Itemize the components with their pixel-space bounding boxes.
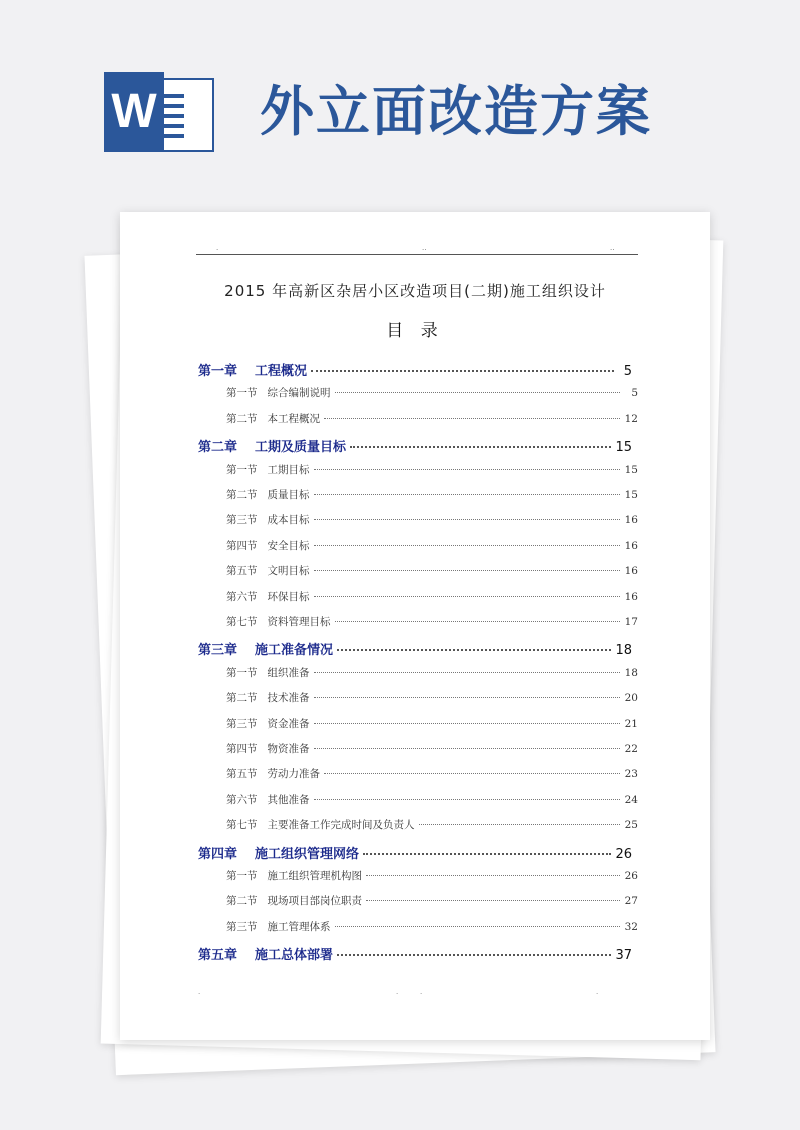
toc-leader-dots [366, 875, 620, 876]
toc-section-entry[interactable] [226, 690, 638, 705]
toc-section-entry[interactable] [226, 538, 638, 553]
toc-page-number: 18 [615, 643, 632, 659]
toc-section-entry[interactable] [226, 741, 638, 756]
toc-leader-dots [314, 748, 621, 749]
toc-entry-title: 综合编制说明 [267, 387, 331, 400]
toc-page-number: 15 [624, 489, 638, 501]
toc-entry-title: 工期目标 [267, 463, 310, 476]
main-title: 外立面改造方案 [260, 80, 652, 143]
toc-entry-prefix: 第七节 [226, 819, 258, 832]
toc-page-number: 32 [624, 920, 638, 933]
toc-leader-dots [314, 570, 621, 571]
toc-leader-dots [314, 799, 621, 800]
toc-entry-prefix: 第四节 [226, 743, 258, 755]
toc-section-entry[interactable] [226, 563, 638, 578]
toc-entry-title: 其他准备 [267, 793, 310, 806]
rule-mark: .. [422, 244, 427, 252]
word-letter-badge: W [104, 72, 164, 152]
toc-entry-title: 文明目标 [267, 565, 310, 578]
table-of-contents [120, 212, 710, 1040]
toc-leader-dots [311, 370, 614, 372]
toc-leader-dots [324, 418, 620, 419]
toc-entry-title: 施工总体部署 [255, 948, 334, 964]
toc-entry-title: 本工程概况 [267, 412, 320, 425]
toc-section-entry[interactable] [226, 614, 638, 629]
toc-entry-prefix: 第二章 [198, 440, 238, 456]
toc-section-entry[interactable] [226, 385, 638, 400]
toc-page-number: 26 [624, 870, 638, 882]
toc-page-number: 5 [623, 364, 632, 379]
toc-entry-title: 环保目标 [267, 590, 310, 603]
toc-page-number: 17 [624, 616, 638, 628]
toc-page-number: 20 [624, 692, 638, 705]
toc-section-entry[interactable] [226, 716, 638, 731]
toc-section-entry[interactable] [226, 792, 638, 807]
toc-leader-dots [335, 926, 621, 927]
toc-leader-dots [337, 954, 611, 956]
rule-mark: . [216, 244, 219, 252]
toc-page-number: 24 [624, 793, 638, 806]
toc-entry-prefix: 第三节 [226, 717, 258, 730]
word-icon [104, 72, 216, 152]
toc-leader-dots [335, 392, 621, 393]
toc-entry-title: 物资准备 [267, 743, 310, 755]
toc-leader-dots [314, 672, 621, 673]
toc-leader-dots [314, 519, 621, 520]
toc-section-entry[interactable] [226, 665, 638, 680]
document-title: 2015 年高新区杂居小区改造项目(二期)施工组织设计 [224, 282, 606, 300]
toc-leader-dots [419, 824, 621, 825]
toc-entry-title: 资料管理目标 [267, 616, 331, 628]
toc-page-number: 16 [624, 590, 638, 603]
toc-section-entry[interactable] [226, 411, 638, 426]
toc-entry-title: 主要准备工作完成时间及负责人 [267, 819, 415, 832]
toc-entry-title: 工期及质量目标 [255, 440, 347, 456]
toc-entry-title: 质量目标 [267, 489, 310, 501]
toc-entry-prefix: 第一章 [198, 364, 238, 379]
footer-rule-marks [196, 988, 638, 996]
toc-entry-prefix: 第三章 [198, 643, 238, 659]
toc-entry-prefix: 第五节 [226, 768, 258, 781]
toc-page-number: 26 [615, 846, 632, 862]
toc-leader-dots [314, 494, 621, 495]
rule-mark: . [420, 988, 423, 996]
toc-section-entry[interactable] [226, 589, 638, 604]
toc-entry-title: 施工管理体系 [267, 920, 331, 933]
toc-leader-dots [335, 621, 621, 622]
toc-entry-prefix: 第一节 [226, 870, 258, 882]
toc-leader-dots [314, 596, 621, 597]
toc-section-entry[interactable] [226, 487, 638, 502]
toc-chapter-entry[interactable] [198, 944, 632, 963]
toc-entry-prefix: 第二节 [226, 412, 258, 425]
toc-section-entry[interactable] [226, 766, 638, 781]
toc-chapter-entry[interactable] [198, 436, 632, 455]
toc-entry-prefix: 第一节 [226, 387, 258, 400]
toc-section-entry[interactable] [226, 512, 638, 527]
toc-entry-title: 成本目标 [267, 514, 310, 527]
rule-mark: .. [610, 244, 615, 252]
toc-page-number: 16 [624, 565, 638, 578]
toc-page-number: 27 [624, 895, 638, 908]
toc-entry-title: 施工组织管理机构图 [267, 870, 362, 882]
toc-page-number: 12 [624, 412, 638, 425]
toc-page-number: 16 [624, 514, 638, 527]
toc-section-entry[interactable] [226, 868, 638, 883]
toc-page-number: 15 [615, 440, 632, 456]
toc-page-number: 25 [624, 819, 638, 832]
toc-page-number: 16 [624, 539, 638, 552]
toc-entry-title: 施工准备情况 [255, 643, 334, 659]
toc-page-number: 21 [624, 717, 638, 730]
toc-entry-prefix: 第三节 [226, 920, 258, 933]
toc-section-entry[interactable] [226, 919, 638, 934]
document-page [120, 212, 710, 1040]
toc-entry-prefix: 第三节 [226, 514, 258, 527]
toc-leader-dots [314, 545, 621, 546]
toc-entry-prefix: 第一节 [226, 666, 258, 679]
rule-mark: . [198, 988, 201, 996]
toc-entry-prefix: 第二节 [226, 895, 258, 908]
toc-page-number: 22 [624, 743, 638, 755]
toc-leader-dots [314, 469, 621, 470]
toc-page-number: 5 [631, 387, 638, 400]
toc-entry-prefix: 第一节 [226, 463, 258, 476]
toc-entry-title: 安全目标 [267, 539, 310, 552]
toc-entry-prefix: 第七节 [226, 616, 258, 628]
toc-page-number: 15 [624, 463, 638, 476]
toc-entry-title: 组织准备 [267, 666, 310, 679]
toc-page-number: 23 [624, 768, 638, 781]
rule-mark: . [396, 988, 399, 996]
header-banner [0, 0, 800, 200]
toc-entry-title: 技术准备 [267, 692, 310, 705]
toc-entry-prefix: 第二节 [226, 692, 258, 705]
toc-entry-prefix: 第六节 [226, 590, 258, 603]
toc-section-entry[interactable] [226, 893, 638, 908]
toc-entry-title: 现场项目部岗位职责 [267, 895, 362, 908]
toc-page-number: 37 [615, 948, 632, 964]
toc-leader-dots [363, 853, 611, 855]
toc-leader-dots [314, 723, 621, 724]
toc-leader-dots [337, 649, 611, 651]
toc-chapter-entry[interactable] [198, 360, 632, 379]
toc-entry-title: 资金准备 [267, 717, 310, 730]
toc-entry-prefix: 第五节 [226, 565, 258, 578]
toc-leader-dots [350, 446, 611, 448]
toc-entry-prefix: 第六节 [226, 793, 258, 806]
toc-page-number: 18 [624, 666, 638, 679]
toc-section-entry[interactable] [226, 817, 638, 832]
toc-entry-prefix: 第四章 [198, 846, 238, 862]
toc-chapter-entry[interactable] [198, 843, 632, 862]
toc-section-entry[interactable] [226, 462, 638, 477]
toc-entry-prefix: 第四节 [226, 539, 258, 552]
toc-entry-title: 劳动力准备 [267, 768, 320, 781]
rule-mark: . [596, 988, 599, 996]
toc-heading: 目 录 [386, 321, 444, 341]
toc-leader-dots [314, 697, 621, 698]
toc-entry-title: 施工组织管理网络 [255, 846, 360, 862]
toc-entry-prefix: 第五章 [198, 948, 238, 964]
toc-leader-dots [324, 773, 620, 774]
toc-entry-prefix: 第二节 [226, 489, 258, 501]
toc-leader-dots [366, 900, 620, 901]
toc-chapter-entry[interactable] [198, 639, 632, 658]
toc-entry-title: 工程概况 [255, 364, 308, 379]
